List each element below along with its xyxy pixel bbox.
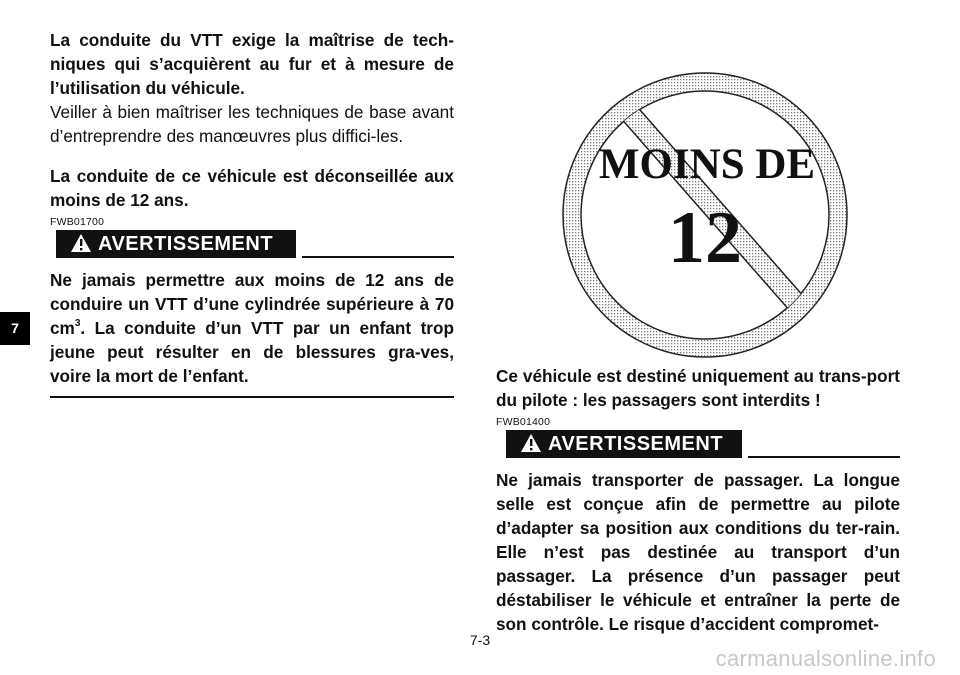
warning-triangle-icon — [70, 233, 92, 253]
left-column — [50, 0, 454, 398]
warning-body — [50, 268, 454, 388]
sign-text-moins-de: MOINS DE — [598, 141, 816, 188]
warning-label-2: AVERTISSEMENT — [548, 433, 724, 455]
under-12-prohibition-sign — [560, 70, 850, 360]
warning-body-part-a: Ne jamais permettre aux moins de 12 ans de conduire un VTT d’une cylindrée supérieure à 70 cm — [50, 270, 454, 338]
warning-badge-2 — [506, 430, 742, 458]
passenger-statement: Ce véhicule est destiné uniquement au trans-port du pilote : les passagers sont interdits ! — [496, 366, 900, 410]
warning-code-2: FWB01400 — [496, 416, 551, 428]
right-column — [496, 364, 900, 636]
intro-bold-paragraph: La conduite du VTT exige la maîtrise de tech-niques qui s’acquièrent au fur et à mesure de l’utilisation du véhicule. — [50, 30, 454, 98]
chapter-tab: 7 — [0, 312, 30, 345]
warning-superscript: 3 — [74, 318, 81, 330]
age-recommendation: La conduite de ce véhicule est déconseillée aux moins de 12 ans. — [50, 166, 454, 210]
warning-triangle-icon — [520, 433, 542, 453]
watermark: carmanualsonline.info — [715, 646, 936, 671]
warning-body-2: Ne jamais transporter de passager. La longue selle est conçue afin de permettre au pilote d’adapter sa position aux conditions du ter-rain. Elle n’est pas destinée au transport d’un passager. La présence d’un passager peut déstabiliser le véhicule et entraîner la perte de son contrôle. Le risque d’accident compromet- — [496, 470, 900, 634]
warning-badge — [56, 230, 296, 258]
warning-label: AVERTISSEMENT — [98, 233, 274, 255]
warning-rule — [302, 256, 454, 258]
warning-rule-2 — [748, 456, 900, 458]
intro-paragraph: Veiller à bien maîtriser les techniques de base avant d’entreprendre des manœuvres plus diffici-les. — [50, 102, 454, 146]
warning-end-rule — [50, 396, 454, 398]
warning-body-part-b: . La conduite d’un VTT par un enfant trop jeune peut résulter en de blessures gra-ves, voire la mort de l’enfant. — [50, 318, 454, 386]
warning-header-2 — [496, 430, 900, 460]
sign-text-12: 12 — [668, 197, 742, 279]
page-number: 7-3 — [469, 632, 491, 648]
warning-code: FWB01700 — [50, 216, 105, 228]
warning-header — [50, 230, 454, 260]
